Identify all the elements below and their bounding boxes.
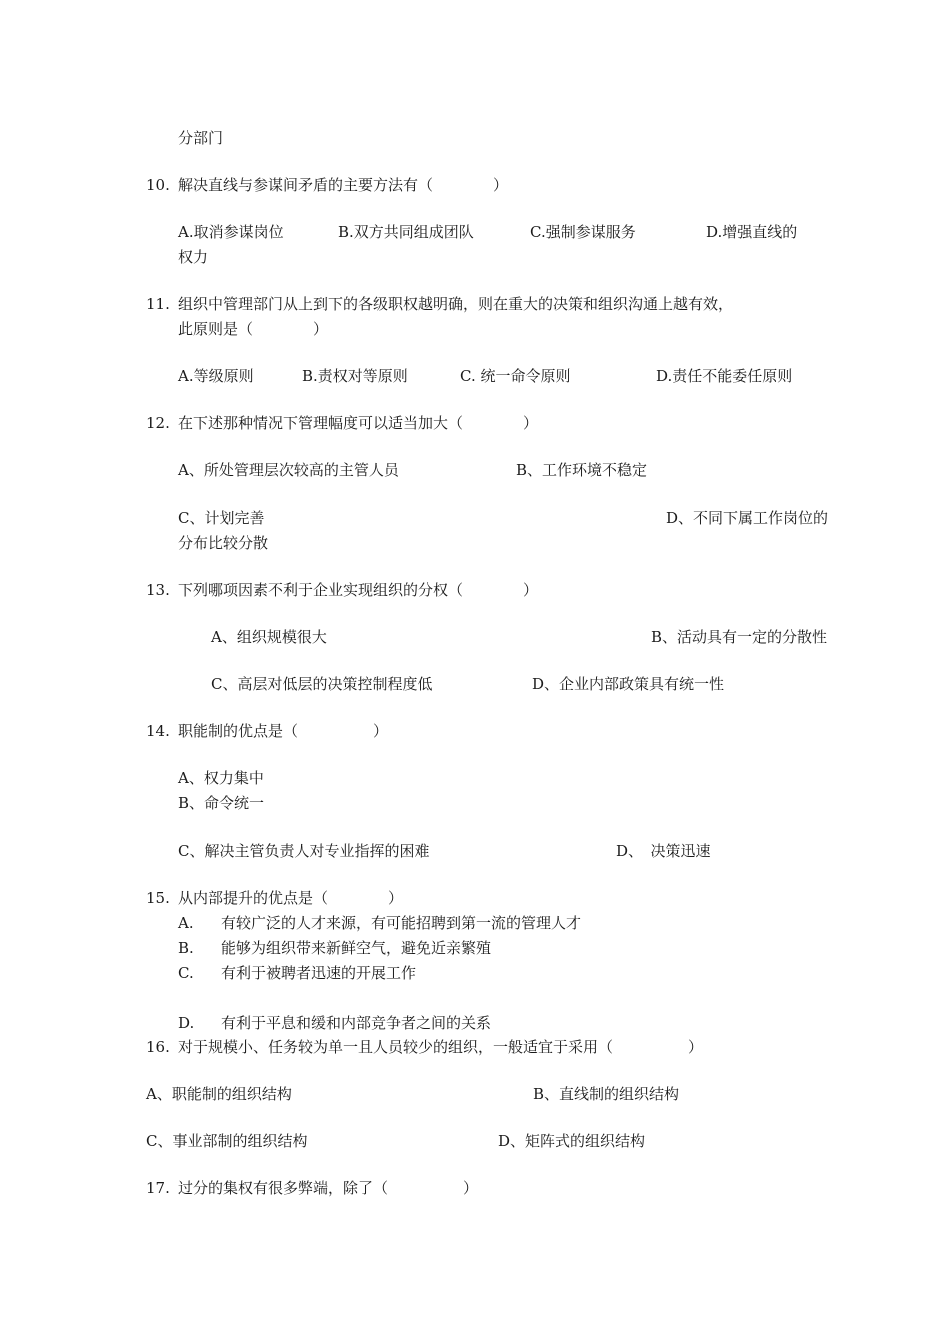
question-15-option-a-label: A. (178, 914, 194, 932)
question-17-stem: 过分的集权有很多弊端，除了（ ） (178, 1179, 479, 1197)
question-16-option-b: B、直线制的组织结构 (533, 1085, 680, 1103)
question-11-stem-continued: 此原则是（ ） (178, 320, 329, 338)
question-15-option-b-label: B. (178, 939, 194, 957)
question-13-stem: 下列哪项因素不利于企业实现组织的分权（ ） (178, 581, 539, 599)
question-11-option-b: B.责权对等原则 (302, 367, 408, 385)
question-11-option-c: C. 统一命令原则 (460, 367, 571, 385)
question-12-number: 12. (146, 414, 170, 432)
question-10-option-a: A.取消参谋岗位 (178, 223, 284, 241)
question-13-option-c: C、高层对低层的决策控制程度低 (211, 675, 433, 693)
question-16-number: 16. (146, 1038, 170, 1056)
question-16-option-a: A、职能制的组织结构 (146, 1085, 292, 1103)
question-16-option-d: D、矩阵式的组织结构 (498, 1132, 646, 1150)
question-12-option-b: B、工作环境不稳定 (516, 461, 648, 479)
question-15-option-c: 有利于被聘者迅速的开展工作 (221, 964, 417, 982)
question-15-option-a: 有较广泛的人才来源，有可能招聘到第一流的管理人才 (221, 914, 582, 932)
question-15-number: 15. (146, 889, 170, 907)
question-14-option-d: D、 决策迅速 (616, 842, 711, 860)
question-14-option-b: B、命令统一 (178, 794, 265, 812)
carry-over-text: 分部门 (178, 129, 224, 147)
question-10-option-d: D.增强直线的 (706, 223, 798, 241)
question-12-option-a: A、所处管理层次较高的主管人员 (178, 461, 399, 479)
question-11-number: 11. (146, 295, 170, 313)
question-13-option-b: B、活动具有一定的分散性 (651, 628, 828, 646)
question-16-stem: 对于规模小、任务较为单一且人员较少的组织，一般适宜于采用（ ） (178, 1038, 704, 1056)
question-13-option-d: D、企业内部政策具有统一性 (532, 675, 725, 693)
question-12-stem: 在下述那种情况下管理幅度可以适当加大（ ） (178, 414, 539, 432)
question-14-stem: 职能制的优点是（ ） (178, 722, 389, 740)
question-11-option-a: A.等级原则 (178, 367, 254, 385)
question-11-stem: 组织中管理部门从上到下的各级职权越明确，则在重大的决策和组织沟通上越有效， (178, 295, 734, 313)
question-17-number: 17. (146, 1179, 170, 1197)
question-15-option-d-label: D. (178, 1014, 195, 1032)
question-12-option-d: D、不同下属工作岗位的 (666, 509, 829, 527)
question-10-option-c: C.强制参谋服务 (530, 223, 636, 241)
question-10-stem: 解决直线与参谋间矛盾的主要方法有（ ） (178, 176, 509, 194)
question-10-option-b: B.双方共同组成团队 (338, 223, 474, 241)
question-14-option-c: C、解决主管负责人对专业指挥的困难 (178, 842, 430, 860)
question-15-option-d: 有利于平息和缓和内部竞争者之间的关系 (221, 1014, 492, 1032)
question-12-option-d-continued: 分布比较分散 (178, 534, 269, 552)
question-13-number: 13. (146, 581, 170, 599)
question-14-number: 14. (146, 722, 170, 740)
question-15-option-c-label: C. (178, 964, 194, 982)
question-10-option-d-continued: 权力 (178, 248, 209, 266)
question-11-option-d: D.责任不能委任原则 (656, 367, 793, 385)
question-15-stem: 从内部提升的优点是（ ） (178, 889, 404, 907)
question-12-option-c: C、计划完善 (178, 509, 265, 527)
question-13-option-a: A、组织规模很大 (211, 628, 327, 646)
question-10-number: 10. (146, 176, 170, 194)
question-14-option-a: A、权力集中 (178, 769, 264, 787)
question-16-option-c: C、事业部制的组织结构 (146, 1132, 308, 1150)
question-15-option-b: 能够为组织带来新鲜空气，避免近亲繁殖 (221, 939, 492, 957)
